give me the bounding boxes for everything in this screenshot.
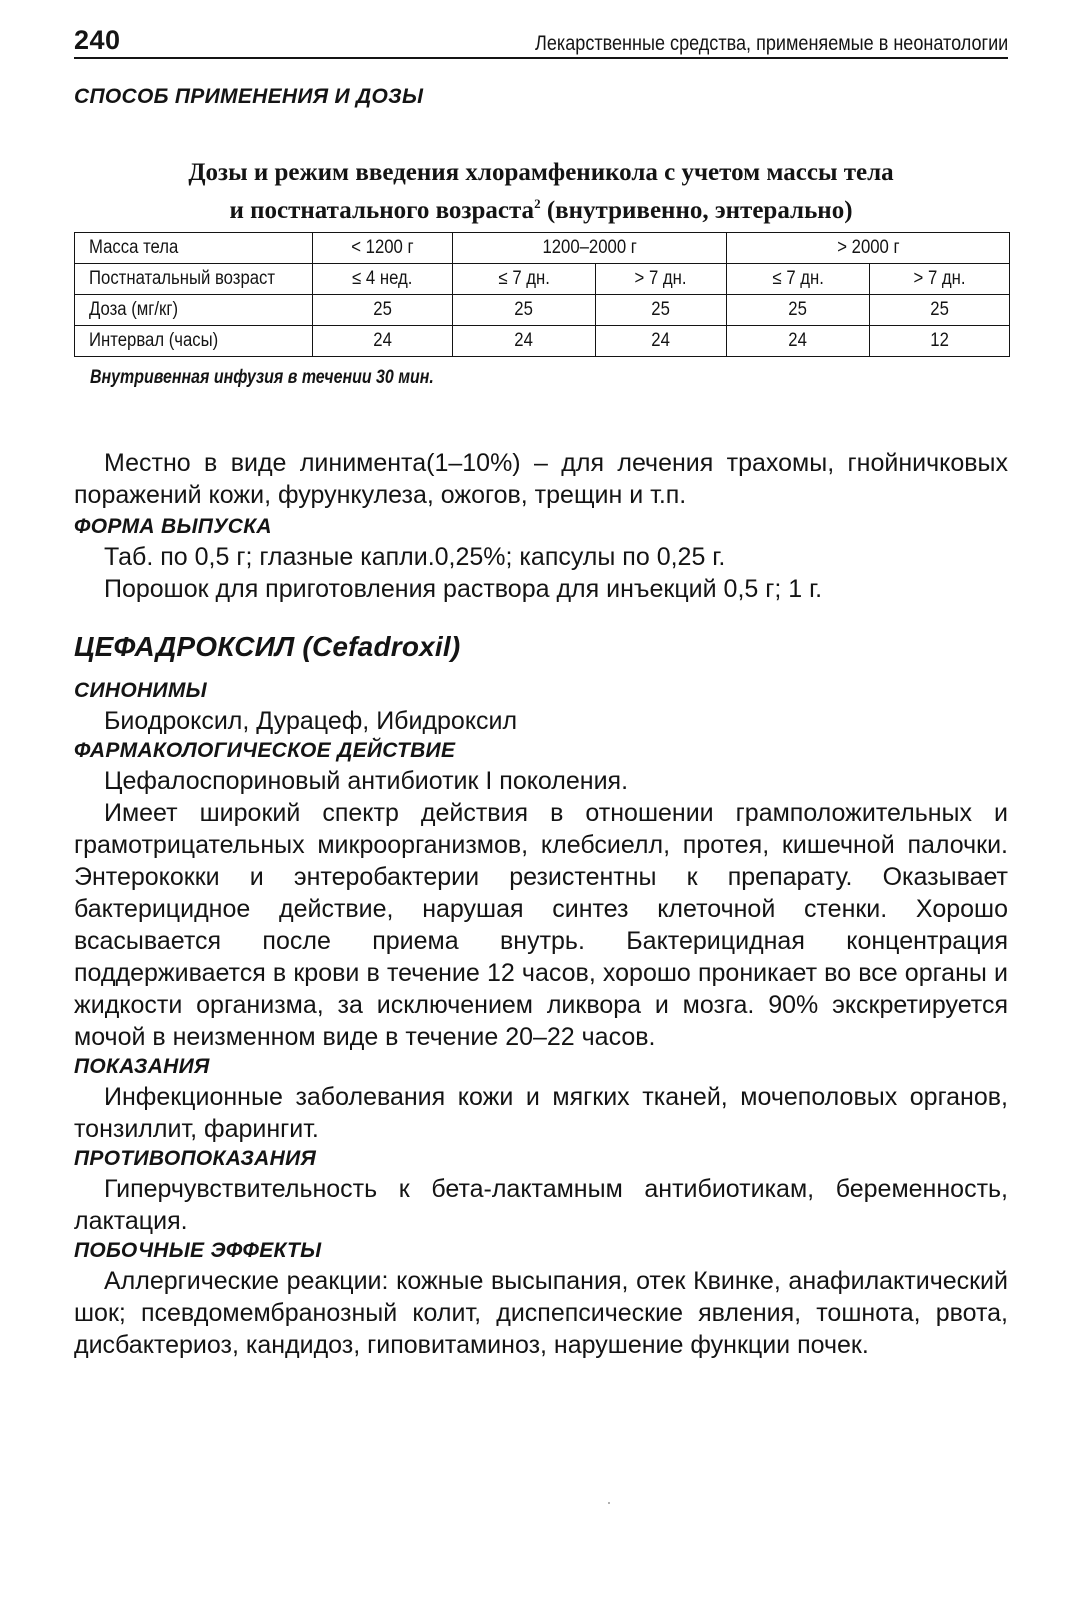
table-cell: > 7 дн. (596, 264, 727, 295)
table-cell: ≤ 4 нед. (313, 264, 453, 295)
table-cell: Доза (мг/кг) (75, 295, 313, 326)
table-cell: 12 (870, 326, 1010, 357)
synonyms-text: Биодроксил, Дурацеф, Ибидроксил (104, 707, 518, 735)
table-cell: > 2000 г (727, 233, 1010, 264)
table-cell: Интервал (часы) (75, 326, 313, 357)
contraindications-text: Гиперчувствительность к бета-лактамным антибиотикам, беременность, лактация. (74, 1175, 1008, 1235)
table-cell: 24 (727, 326, 870, 357)
table-cell: ≤ 7 дн. (453, 264, 596, 295)
table-caption (74, 157, 1008, 226)
table-note: Внутривенная инфузия в течении 30 мин. (90, 367, 434, 388)
table-row (75, 233, 1010, 264)
drug-title: ЦЕФАДРОКСИЛ (Cefadroxil) (74, 631, 461, 662)
table-cell: 25 (313, 295, 453, 326)
table-cell: Постнатальный возраст (75, 264, 313, 295)
table-cell: > 7 дн. (870, 264, 1010, 295)
footnote-mark: 2 (534, 196, 541, 211)
pharm-heading: ФАРМАКОЛОГИЧЕСКОЕ ДЕЙСТВИЕ (74, 739, 456, 762)
contraindications-heading: ПРОТИВОПОКАЗАНИЯ (74, 1147, 317, 1170)
table-cell: 24 (453, 326, 596, 357)
table-cell: ≤ 7 дн. (727, 264, 870, 295)
synonyms-heading: СИНОНИМЫ (74, 679, 207, 702)
pharm-paragraph: Имеет широкий спектр действия в отношении грамположительных и грамотрицательных микроорганизмов, клебсиелл, протея, кишечной палочки. Энтерококки и энтеробактерии резистентны к препарату. Оказывает бактерицидное действие, нарушая синтез клеточной стенки. Хорошо всасывается после приема внутрь. Бактерицидная концентрация поддерживается в крови в течение 12 часов, хорошо проникает во все органы и жидкости организма, за исключением ликвора и мозга. 90% экскретируется мочой в неизменном виде в течение 20–22 часов. (74, 799, 1008, 1051)
running-title: Лекарственные средства, применяемые в неонатологии (534, 32, 1008, 55)
indications-heading: ПОКАЗАНИЯ (74, 1055, 210, 1078)
table-cell: 25 (727, 295, 870, 326)
release-line-2: Порошок для приготовления раствора для инъекций 0,5 г; 1 г. (104, 575, 823, 603)
table-row (75, 264, 1010, 295)
table-caption-line2: и постнатального возраста$^2$ (внутривенно, энтерально) (229, 196, 853, 224)
scan-speck (608, 1502, 610, 1504)
table-cell: 24 (313, 326, 453, 357)
table-cell: 1200–2000 г (453, 233, 727, 264)
page-number: 240 (74, 25, 121, 55)
usage-heading: СПОСОБ ПРИМЕНЕНИЯ И ДОЗЫ (74, 85, 424, 108)
table-row (75, 326, 1010, 357)
table-cell: 25 (453, 295, 596, 326)
table-cell: Масса тела (75, 233, 313, 264)
indications-text: Инфекционные заболевания кожи и мягких тканей, мочеполовых органов, тонзиллит, фарингит. (74, 1083, 1008, 1143)
local-use-text: Местно в виде линимента(1–10%) – для лечения трахомы, гнойничковых поражений кожи, фурункулеза, ожогов, трещин и т.п. (74, 449, 1008, 509)
pharm-line-1: Цефалоспориновый антибиотик I поколения. (104, 767, 629, 795)
table-row (75, 295, 1010, 326)
side-effects-text: Аллергические реакции: кожные высыпания, отек Квинке, анафилактический шок; псевдомембранозный колит, диспепсические явления, тошнота, рвота, дисбактериоз, кандидоз, гиповитаминоз, нарушение функции почек. (74, 1267, 1008, 1359)
table-cell: < 1200 г (313, 233, 453, 264)
book-page (74, 14, 1008, 1361)
release-heading: ФОРМА ВЫПУСКА (74, 515, 272, 538)
table-cell: 25 (870, 295, 1010, 326)
table-caption-line1: Дозы и режим введения хлорамфеникола с учетом массы тела (188, 159, 894, 186)
release-line-1: Таб. по 0,5 г; глазные капли.0,25%; капсулы по 0,25 г. (104, 543, 726, 571)
table-cell: 25 (596, 295, 727, 326)
table-cell: 24 (596, 326, 727, 357)
running-header (74, 14, 1008, 59)
dosage-table (74, 232, 1010, 357)
side-effects-heading: ПОБОЧНЫЕ ЭФФЕКТЫ (74, 1239, 322, 1262)
